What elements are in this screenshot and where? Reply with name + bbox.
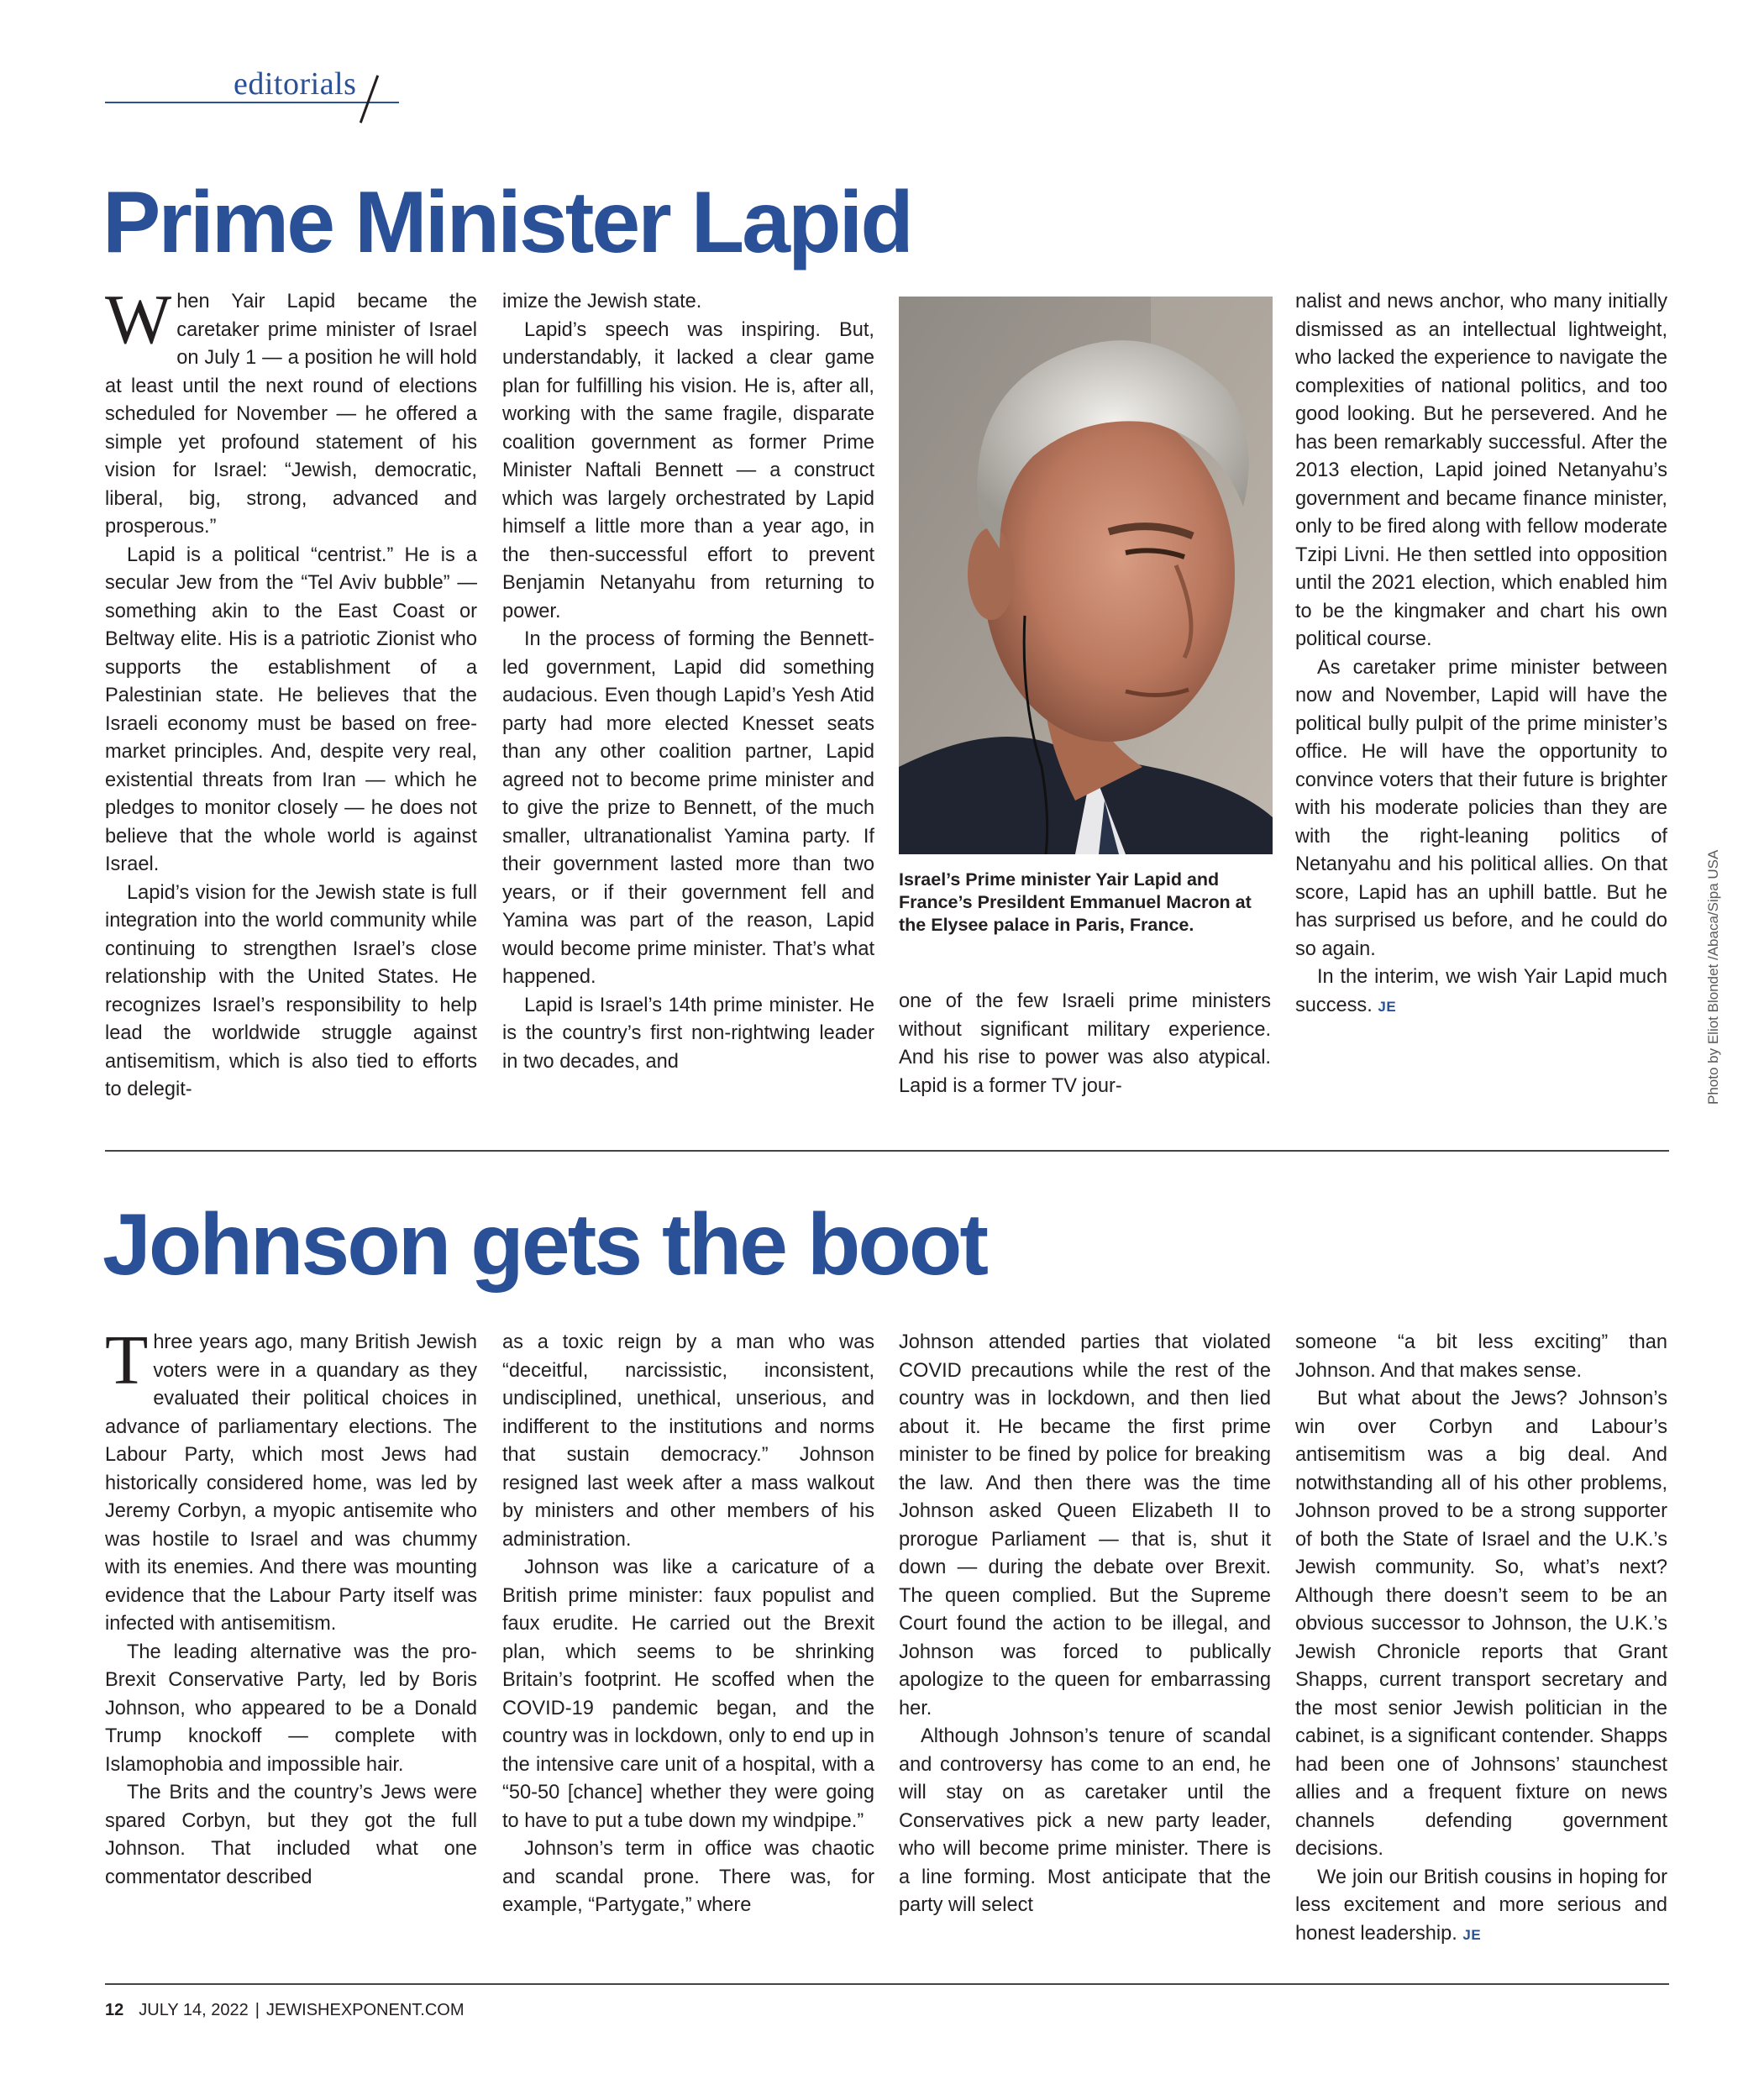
paragraph: as a toxic reign by a man who was “deceitful, narcissistic, inconsistent, undisciplined, unethical, unserious, and indifferent to the institutions and norms that sustain democracy.” Johnson resigned last week after a mass walkout by ministers and other members of his administration.	[502, 1331, 874, 1551]
paragraph: Although Johnson’s tenure of scandal and controversy has come to an end, he will stay on as caretaker until the Conservatives pick a new party leader, who will become prime minister. There is a line forming. Most anticipate that the party will select	[899, 1725, 1271, 1916]
paragraph: Johnson was like a caricature of a British prime minister: faux populist and faux erudite. He carried out the Brexit plan, which seems to be shrinking Britain’s footprint. He scoffed when the COVID-19 pandemic began, and the country was in lockdown, only to end up in the intensive care unit of a hospital, with a “50-50 [chance] whether they were going to have to put a tube down my windpipe.”	[502, 1557, 874, 1832]
footer-divider	[105, 1983, 1669, 1985]
paragraph: Lapid’s vision for the Jewish state is full integration into the world community while continuing to strengthen Israel’s close relationship with the United States. He recognizes Israel’s responsibility to help lead the worldwide struggle against antisemitism, which is also tied to efforts to delegit-	[105, 881, 477, 1100]
issue-date: JULY 14, 2022	[139, 2001, 249, 2019]
paragraph: Lapid’s speech was inspiring. But, understandably, it lacked a clear game plan for fulfilling his vision. He is, after all, working with the same fragile, disparate coalition government as former Prime Minister Naftali Bennett — a construct which was largely orchestrated by Lapid himself a little more than a year ago, in the then-successful effort to prevent Benjamin Netanyahu from returning to power.	[502, 318, 874, 622]
editorial-1-column-4	[1295, 288, 1667, 1021]
paragraph: imize the Jewish state.	[502, 291, 702, 312]
portrait-image	[899, 297, 1273, 854]
section-slash	[360, 75, 379, 123]
website-link[interactable]: JEWISHEXPONENT.COM	[265, 2001, 465, 2019]
paragraph	[105, 1321, 477, 1639]
paragraph: But what about the Jews? Johnson’s win over Corbyn and Labour’s antisemitism was a big deal. And notwithstanding all of his other problems, Johnson proved to be a strong supporter of both the State of Israel and the U.K.’s Jewish community. So, what’s next? Although there doesn’t seem to be an obvious successor to Johnson, the U.K.’s Jewish Chronicle reports that Grant Shapps, current transport secretary and the most senior Jewish politician in the cabinet, is a significant contender. Shapps had been one of Johnsons’ staunchest allies and a frequent fixture on news channels defending government decisions.	[1295, 1388, 1667, 1860]
editorial-2-column-4	[1295, 1329, 1667, 1949]
section-label: editorials	[234, 66, 357, 102]
editorial-1-column-3	[899, 988, 1271, 1100]
section-divider	[105, 1150, 1669, 1152]
paragraph: Johnson attended parties that violated COVID precautions while the rest of the country was in lockdown, and then lied about it. He became the first prime minister to be fined by police for breaking the law. And then there was the time Johnson asked Queen Elizabeth II to prorogue Parliament — that is, shut it down — during the debate over Brexit. The queen complied. But the Supreme Court found the action to be illegal, and Johnson was forced to publically apologize to the queen for embarrassing her.	[899, 1331, 1271, 1719]
paragraph-text: In the interim, we wish Yair Lapid much success.	[1295, 966, 1667, 1016]
editorial-signoff: JE	[1378, 998, 1397, 1015]
editorial-2-column-2	[502, 1329, 874, 1920]
paragraph: The leading alternative was the pro-Brexit Conservative Party, led by Boris Johnson, who appeared to be a Donald Trump knockoff — complete with Islamophobia and impossible hair.	[105, 1641, 477, 1776]
paragraph: someone “a bit less exciting” than Johnson. And that makes sense.	[1295, 1331, 1667, 1382]
paragraph: Lapid is Israel’s 14th prime minister. He is the country’s first non-rightwing leader in two decades, and	[502, 994, 874, 1073]
photo-caption: Israel’s Prime minister Yair Lapid and France’s Presildent Emmanuel Macron at the Elysee palace in Paris, France.	[899, 869, 1252, 935]
page-number: 12	[105, 2001, 124, 2019]
page-footer	[105, 2001, 465, 2020]
paragraph	[105, 281, 477, 542]
paragraph: The Brits and the country’s Jews were spared Corbyn, but they got the full Johnson. That included what one commentator described	[105, 1782, 477, 1888]
paragraph-text: hen Yair Lapid became the caretaker prime minister of Israel on July 1 — a position he will hold at least until the next round of elections scheduled for November — he offered a simple yet profound statement of his vision for Israel: “Jewish, democratic, liberal, big, strong, advanced and prosperous.”	[105, 291, 477, 538]
editorial-1-title: Prime Minister Lapid	[102, 174, 911, 271]
section-rule	[105, 102, 399, 103]
footer-separator: |	[255, 2001, 260, 2019]
editorial-signoff: JE	[1462, 1926, 1482, 1943]
lapid-photo	[899, 297, 1273, 854]
drop-cap: T	[105, 1321, 149, 1399]
editorial-1-column-1	[105, 281, 477, 1105]
paragraph: Johnson’s term in office was chaotic and scandal prone. There was, for example, “Partygate,” where	[502, 1838, 874, 1916]
paragraph: In the process of forming the Bennett-led government, Lapid did something audacious. Even though Lapid’s Yesh Atid party had more elected Knesset seats than any other coalition partner, Lapid agreed not to become prime minister and to give the prize to Bennett, of the much smaller, ultranationalist Yamina party. If their government lasted more than two years, or if their government fell and Yamina was part of the reason, Lapid would become prime minister. That’s what happened.	[502, 628, 874, 988]
paragraph: one of the few Israeli prime ministers without significant military experience. And his rise to power was also atypical. Lapid is a former TV jour-	[899, 990, 1271, 1097]
paragraph: As caretaker prime minister between now and November, Lapid will have the political bully pulpit of the prime minister’s office. He will have the opportunity to convince voters that their future is brighter with his moderate policies than they are with the right-leaning politics of Netanyahu and his political allies. On that score, Lapid has an uphill battle. But he has surprised us before, and he could do so again.	[1295, 656, 1667, 960]
paragraph	[1295, 963, 1667, 1021]
paragraph	[1295, 1864, 1667, 1950]
drop-cap: W	[105, 281, 172, 359]
editorial-2-column-3	[899, 1329, 1271, 1920]
paragraph-text: hree years ago, many British Jewish voters were in a quandary as they evaluated their political choices in advance of parliamentary elections. The Labour Party, which most Jews had historically considered home, was led by Jeremy Corbyn, a myopic antisemite who was hostile to Israel and was chummy with its enemies. And there was mounting evidence that the Labour Party itself was infected with antisemitism.	[105, 1331, 477, 1635]
paragraph: nalist and news anchor, who many initially dismissed as an intellectual lightweight, who lacked the experience to navigate the complexities of national politics, and too good looking. But he persevered. And he has been remarkably successful. After the 2013 election, Lapid joined Netanyahu’s government and became finance minister, only to be fired along with fellow moderate Tzipi Livni. He then settled into opposition until the 2021 election, which enabled him to be the kingmaker and chart his own political course.	[1295, 291, 1667, 650]
paragraph-text: We join our British cousins in hoping for less excitement and more serious and honest leadership.	[1295, 1866, 1667, 1945]
editorial-2-title: Johnson gets the boot	[102, 1196, 987, 1294]
editorial-1-column-2	[502, 288, 874, 1076]
photo-credit: Photo by Eliot Blondet /Abaca/Sipa USA	[1705, 849, 1721, 1105]
paragraph: Lapid is a political “centrist.” He is a secular Jew from the “Tel Aviv bubble” — something akin to the East Coast or Beltway elite. His is a patriotic Zionist who supports the establishment of a Palestinian state. He believes that the Israeli economy must be based on free-market principles. And, despite very real, existential threats from Iran — which he pledges to monitor closely — he does not believe that the whole world is against Israel.	[105, 543, 477, 875]
editorial-2-column-1	[105, 1321, 477, 1892]
